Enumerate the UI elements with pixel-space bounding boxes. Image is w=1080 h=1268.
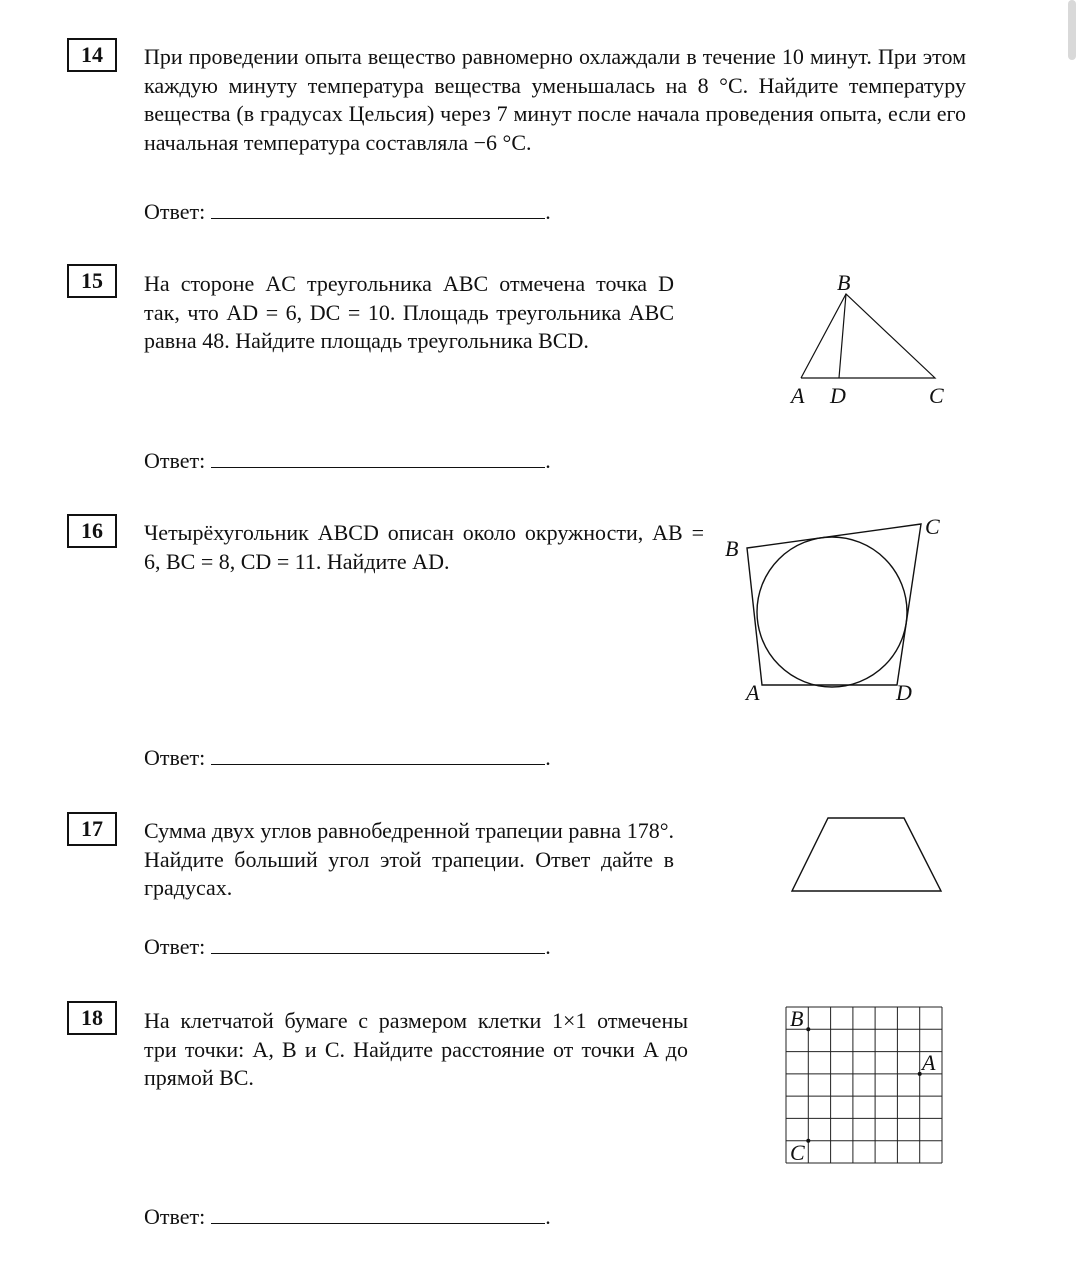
label-A: A [791,383,805,408]
problem-number-17: 17 [67,812,117,846]
label-A: A [922,1050,936,1075]
label-C: C [929,383,944,408]
quadrilateral-figure [720,510,950,710]
label-B: B [790,1006,804,1031]
answer-line[interactable] [211,448,545,468]
label-A: A [746,680,760,705]
problem-number-15: 15 [67,264,117,298]
label-B: B [837,270,851,295]
answer-line[interactable] [211,934,545,954]
answer-line[interactable] [211,745,545,765]
grid-figure [786,1007,946,1167]
answer-label: Ответ: [144,199,206,224]
answer-row-18[interactable]: Ответ: . [144,1204,551,1229]
answer-line[interactable] [211,1204,545,1224]
problem-text-16: Четырёхугольник ABCD описан около окружности, AB = 6, BC = 8, CD = 11. Найдите AD. [144,520,704,574]
answer-label: Ответ: [144,448,206,473]
answer-line[interactable] [211,199,545,219]
triangle-figure [780,268,960,413]
problem-text-15: На стороне AC треугольника ABC отмечена точка D так, что AD = 6, DC = 10. Площадь треугольника ABC равна 48. Найдите площадь треугольника BCD. [144,271,674,353]
problem-number-16: 16 [67,514,117,548]
label-D: D [830,383,846,408]
answer-label: Ответ: [144,1204,206,1229]
trapezoid-figure [790,816,945,896]
label-B: B [725,536,739,561]
answer-row-16[interactable]: Ответ: . [144,745,551,770]
scrollbar[interactable] [1068,0,1076,60]
label-D: D [896,680,912,705]
problem-text-17: Сумма двух углов равнобедренной трапеции равна 178°. Найдите больший угол этой трапеции. Ответ дайте в градусах. [144,818,674,900]
problem-text-18: На клетчатой бумаге с размером клетки 1×1 отмечены три точки: A, B и C. Найдите расстояние от точки A до прямой BC. [144,1008,688,1090]
answer-row-17[interactable]: Ответ: . [144,934,551,959]
problem-number-18: 18 [67,1001,117,1035]
answer-row-15[interactable]: Ответ: . [144,448,551,473]
problem-text-14: При проведении опыта вещество равномерно охлаждали в течение 10 минут. При этом каждую минуту температура вещества уменьшалась на 8 °C. Найдите температуру вещества (в градусах Цельсия) через 7 минут после начала проведения опыта, если его начальная температура составляла −6 °C. [144,44,966,155]
answer-label: Ответ: [144,745,206,770]
answer-label: Ответ: [144,934,206,959]
problem-number-14: 14 [67,38,117,72]
answer-row-14[interactable]: Ответ: . [144,199,551,224]
label-C: C [925,514,940,539]
label-C: C [790,1140,805,1165]
